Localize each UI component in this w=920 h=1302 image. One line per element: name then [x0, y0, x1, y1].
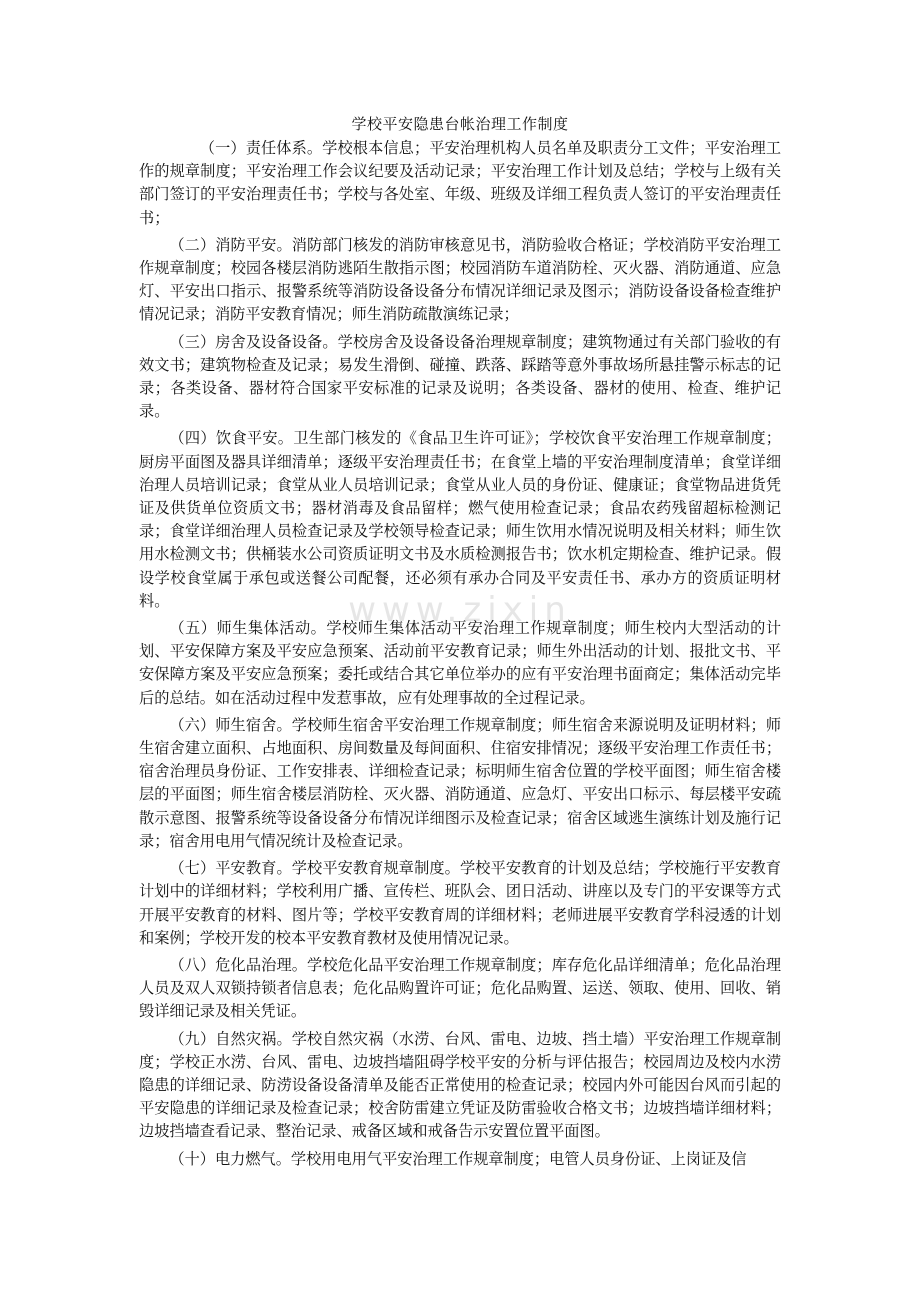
paragraph-group-activities: （五）师生集体活动。学校师生集体活动平安治理工作规章制度；师生校内大型活动的计划、平安保障方案及平安应急预案、活动前平安教育记录；师生外出活动的计划、报批文书、平安保障方案及平安应急预案；委托或结合其它单位举办的应有平安治理书面商定；集体活动完毕后的总结。如在活动过程中发惹事故，应有处理事故的全过程记录。: [139, 619, 781, 707]
paragraph-dormitory: （六）师生宿舍。学校师生宿舍平安治理工作规章制度；师生宿舍来源说明及证明材料；师生宿舍建立面积、占地面积、房间数量及每间面积、住宿安排情况；逐级平安治理工作责任书；宿舍治理员身份证、工作安排表、详细检查记录；标明师生宿舍位置的学校平面图；师生宿舍楼层的平面图；师生宿舍楼层消防栓、灭火器、消防通道、应急灯、平安出口标示、每层楼平安疏散示意图、报警系统等设备设备分布情况详细图示及检查记录；宿舍区域逃生演练计划及施行记录；宿舍用电用气情况统计及检查记录。: [139, 715, 781, 850]
paragraph-hazardous-chemicals: （八）危化品治理。学校危化品平安治理工作规章制度；库存危化品详细清单；危化品治理人员及双人双锁持锁者信息表；危化品购置许可证；危化品购置、运送、领取、使用、回收、销毁详细记录及相关凭证。: [139, 955, 781, 1021]
paragraph-responsibility: （一）责任体系。学校根本信息；平安治理机构人员名单及职责分工文件；平安治理工作的规章制度；平安治理工作会议纪要及活动记录；平安治理工作计划及总结；学校与上级有关部门签订的平安治理责任书；学校与各处室、年级、班级及详细工程负责人签订的平安治理责任书；: [139, 139, 781, 227]
watermark: www.zixin: [348, 590, 572, 630]
paragraph-safety-education: （七）平安教育。学校平安教育规章制度。学校平安教育的计划及总结；学校施行平安教育计划中的详细材料；学校利用广播、宣传栏、班队会、团日活动、讲座以及专门的平安课等方式开展平安教育的材料、图片等；学校平安教育周的详细材料；老师进展平安教育学科浸透的计划和案例；学校开发的校本平安教育教材及使用情况记录。: [139, 859, 781, 947]
document-title: 学校平安隐患台帐治理工作制度: [351, 115, 569, 133]
paragraph-electricity-gas: （十）电力燃气。学校用电用气平安治理工作规章制度；电管人员身份证、上岗证及信: [169, 1149, 747, 1168]
paragraph-buildings-equipment: （三）房舍及设备设备。学校房舍及设备设备治理规章制度；建筑物通过有关部门验收的有效文书；建筑物检查及记录；易发生滑倒、碰撞、跌落、踩踏等意外事故场所悬挂警示标志的记录；各类设备、器材符合国家平安标准的记录及说明；各类设备、器材的使用、检查、维护记录。: [139, 332, 781, 421]
paragraph-food-safety: （四）饮食平安。卫生部门核发的《食品卫生许可证》；学校饮食平安治理工作规章制度；厨房平面图及器具详细清单；逐级平安治理责任书；在食堂上墙的平安治理制度清单；食堂详细治理人员培训记录；食堂从业人员培训记录；食堂从业人员的身份证、健康证；食堂物品进货凭证及供货单位资质文书；器材消毒及食品留样；燃气使用检查记录；食品农药残留超标检测记录；食堂详细治理人员检查记录及学校领导检查记录；师生饮用水情况说明及相关材料；师生饮用水检测文书；供桶装水公司资质证明文书及水质检测报告书；饮水机定期检查、维护记录。假设学校食堂属于承包或送餐公司配餐，还必须有承办合同及平安责任书、承办方的资质证明材料。: [139, 429, 781, 610]
paragraph-fire-safety: （二）消防平安。消防部门核发的消防审核意见书，消防验收合格证；学校消防平安治理工作规章制度；校园各楼层消防逃陌生散指示图；校园消防车道消防栓、灭火器、消防通道、应急灯、平安出口指示、报警系统等消防设备设备分布情况详细记录及图示；消防设备设备检查维护情况记录；消防平安教育情况；师生消防疏散演练记录；: [139, 235, 781, 324]
document-body: [139, 113, 781, 1175]
paragraph-natural-disasters: （九）自然灾祸。学校自然灾祸（水涝、台风、雷电、边坡、挡土墙）平安治理工作规章制度；学校正水涝、台风、雷电、边坡挡墙阻碍学校平安的分析与评估报告；校园周边及校内水涝隐患的详细记录、防涝设备设备清单及能否正常使用的检查记录；校园内外可能因台风而引起的平安隐患的详细记录及检查记录；校舍防雷建立凭证及防雷验收合格文书；边坡挡墙详细材料；边坡挡墙查看记录、整治记录、戒备区域和戒备告示安置位置平面图。: [139, 1029, 781, 1141]
